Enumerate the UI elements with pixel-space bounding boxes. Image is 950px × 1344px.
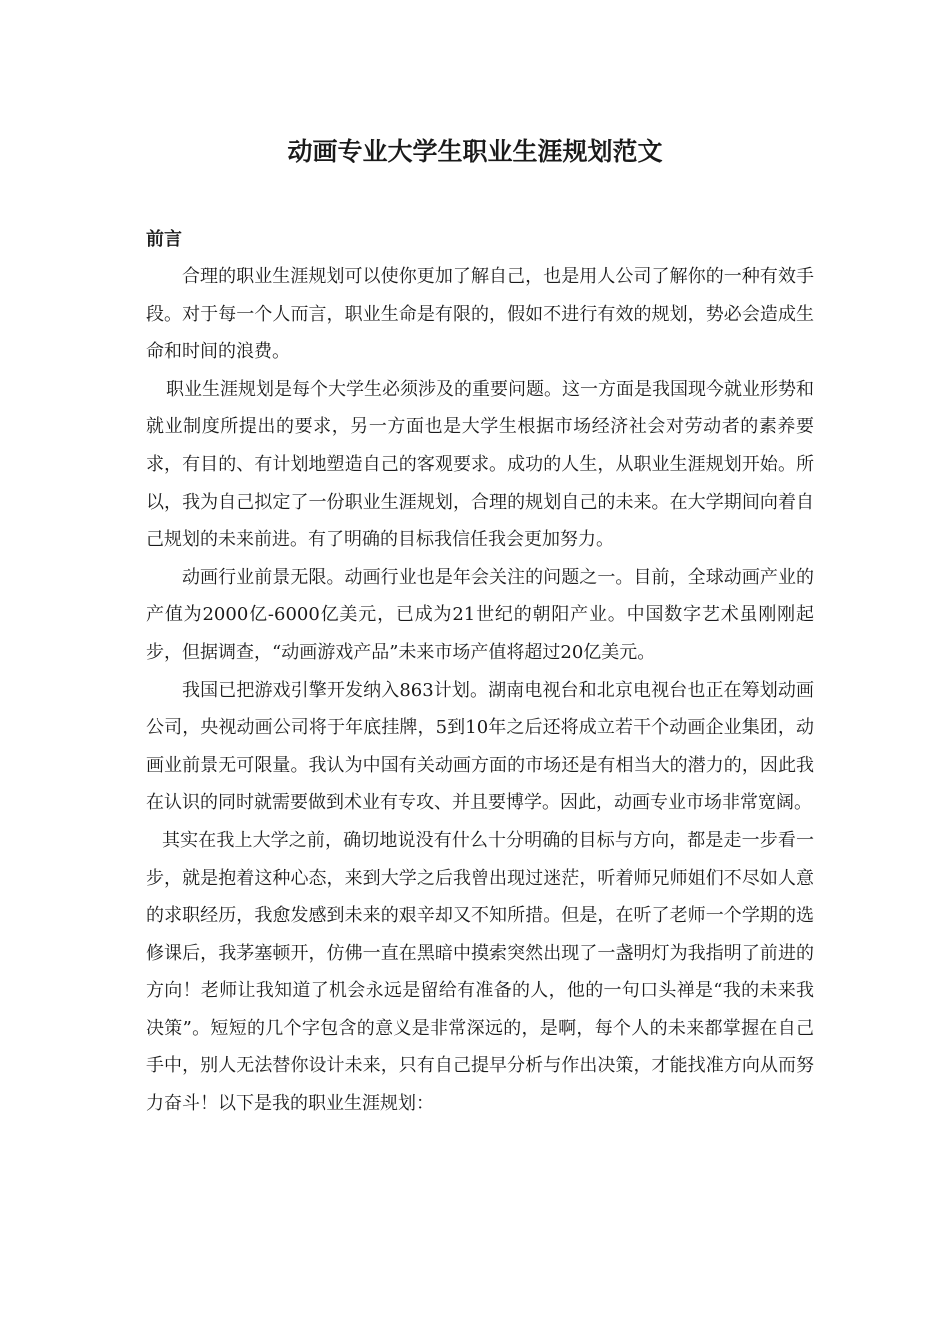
paragraph-intro: 合理的职业生涯规划可以使你更加了解自己，也是用人公司了解你的一种有效手段。对于每一个人而言，职业生命是有限的，假如不进行有效的规划，势必会造成生命和时间的浪费。 — [146, 266, 814, 363]
section-heading-preface: 前言 — [146, 229, 182, 250]
document-title: 动画专业大学生职业生涯规划范文 — [287, 137, 663, 166]
paragraph-personal-story: 其实在我上大学之前，确切地说没有什么十分明确的目标与方向，都是走一步看一步，就是抱着这种心态，来到大学之后我曾出现过迷茫，听着师兄师姐们不尽如人意的求职经历，我愈发感到未来的艰辛却又不知所措。但是，在听了老师一个学期的选修课后，我茅塞顿开，仿佛一直在黑暗中摸索突然出现了一盏明灯为我指明了前进的方向！老师让我知道了机会永远是留给有准备的人，他的一句口头禅是“我的未来我决策”。短短的几个字包含的意义是非常深远的，是啊，每个人的未来都掌握在自己手中，别人无法替你设计未来，只有自己提早分析与作出决策，才能找准方向从而努力奋斗！以下是我的职业生涯规划： — [146, 829, 814, 1115]
paragraph-industry-outlook: 动画行业前景无限。动画行业也是年会关注的问题之一。目前，全球动画产业的产值为2000亿-6000亿美元，已成为21世纪的朝阳产业。中国数字艺术虽刚刚起步，但据调查，“动画游戏产品”未来市场产值将超过20亿美元。 — [146, 566, 814, 663]
paragraph-career-planning: 职业生涯规划是每个大学生必须涉及的重要问题。这一方面是我国现今就业形势和就业制度所提出的要求，另一方面也是大学生根据市场经济社会对劳动者的素养要求，有目的、有计划地塑造自己的客观要求。成功的人生，从职业生涯规划开始。所以，我为自己拟定了一份职业生涯规划，合理的规划自己的未来。在大学期间向着自己规划的未来前进。有了明确的目标我信任我会更加努力。 — [146, 378, 814, 551]
document-body — [146, 258, 814, 1123]
paragraph-national-plan: 我国已把游戏引擎开发纳入863计划。湖南电视台和北京电视台也正在筹划动画公司，央视动画公司将于年底挂牌，5到10年之后还将成立若干个动画企业集团，动画业前景无可限量。我认为中国有关动画方面的市场还是有相当大的潜力的，因此我在认识的同时就需要做到术业有专攻、并且要博学。因此，动画专业市场非常宽阔。 — [146, 679, 814, 814]
